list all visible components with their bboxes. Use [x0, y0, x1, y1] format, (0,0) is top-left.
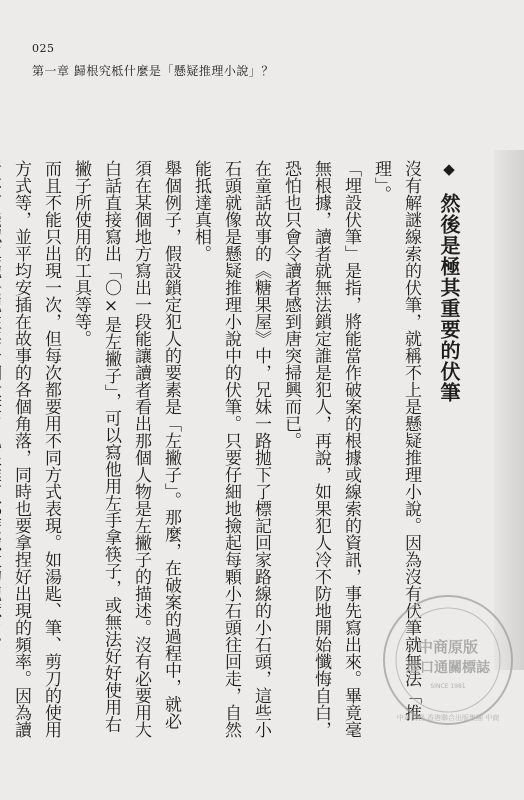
section-heading-text: 然後是極其重要的伏筆 [437, 192, 461, 403]
paragraph: 舉個例子，假設鎖定犯人的要素是「左撇子」。那麼，在破案的過程中，就必須在某個地方寫出一段能讓讀者看出那個人物是左撇子的描述。沒有必要用大白話直接寫出「〇×是左撇子」，可以寫他用左手拿筷子，或無法好好使用右撇子所使用的工具等等。 [71, 160, 181, 738]
running-header-chapter: 第一章 歸根究柢什麼是「懸疑推理小說」？ [32, 64, 274, 78]
diamond-bullet-icon: ◆ [440, 160, 458, 179]
paragraph: 沒有解謎線索的伏筆，就稱不上是懸疑推理小說。因為沒有伏筆就無法「推理」。 [371, 160, 421, 721]
seal-icon [380, 592, 516, 728]
seal-since: SINCE 1981 [430, 683, 466, 690]
import-seal-watermark [380, 592, 516, 728]
seal-line-1: 中商原版 [417, 638, 479, 656]
seal-footer: 中華商務 香港聯合出版集團 中商 [396, 714, 500, 722]
paragraph: 而且不能只出現一次，但每次都要用不同方式表現。如湯匙、筆、剪刀的使用方式等，並平均安插在故事的各個角落，同時也要拿捏好出現的頻率。因為讀 [11, 160, 61, 738]
paragraph: 在童話故事的《糖果屋》中，兄妹一路拋下了標記回家路線的小石頭，這些小石頭就像是懸疑推理小說中的伏筆。只要仔細地撿起每顆小石頭往回走，自然能抵達真相。 [191, 160, 271, 738]
page-number: 025 [32, 42, 55, 55]
paragraph: 「埋設伏筆」是指，將能當作破案的根據或線索的資訊，事先寫出來。畢竟毫無根據，讀者就無法鎖定誰是犯人，再說，如果犯人冷不防地開始懺悔自白，恐怕也只會令讀者感到唐突掃興而已。 [281, 160, 361, 738]
seal-line-2: 進口通關標誌 [406, 660, 490, 676]
